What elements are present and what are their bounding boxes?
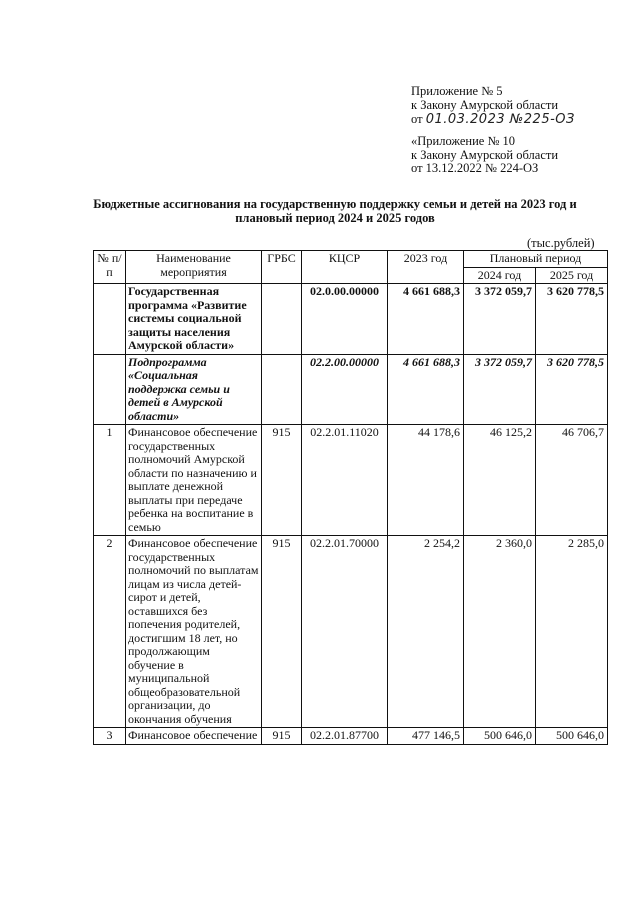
row-kcsr: 02.0.00.00000 (302, 284, 388, 355)
row-name: Финансовое обеспечение государственных полномочий Амурской области по назначению и выплате денежной выплаты при передаче ребенка на воспитание в семью (126, 425, 262, 536)
row-num: 1 (94, 425, 126, 536)
table-row (94, 536, 608, 728)
appendix-date-prefix: от (411, 112, 423, 126)
appendix-line-2: к Закону Амурской области (411, 98, 559, 112)
header-2024: 2024 год (464, 267, 536, 284)
appendix-line-3 (411, 112, 575, 127)
row-name: Финансовое обеспечение (126, 728, 262, 745)
row-kcsr: 02.2.01.11020 (302, 425, 388, 536)
row-2023: 4 661 688,3 (388, 354, 464, 425)
row-2023: 2 254,2 (388, 536, 464, 728)
header-planned-period: Плановый период (464, 251, 608, 268)
row-2024: 3 372 059,7 (464, 354, 536, 425)
previous-appendix-block (411, 135, 558, 176)
row-2023: 477 146,5 (388, 728, 464, 745)
row-num (94, 354, 126, 425)
row-name: Подпрограмма «Социальная поддержка семьи и детей в Амурской области» (126, 354, 262, 425)
title-line-2: плановый период 2024 и 2025 годов (235, 211, 435, 225)
row-grbs: 915 (262, 425, 302, 536)
row-2024: 2 360,0 (464, 536, 536, 728)
row-grbs: 915 (262, 536, 302, 728)
appendix-line-1: Приложение № 5 (411, 84, 503, 98)
handwritten-date-number: 01.03.2023 №225-ОЗ (425, 112, 575, 127)
row-kcsr: 02.2.01.70000 (302, 536, 388, 728)
table-row-program (94, 284, 608, 355)
header-name: Наименование мероприятия (126, 251, 262, 284)
row-num: 2 (94, 536, 126, 728)
document-title (80, 197, 590, 225)
header-2023: 2023 год (388, 251, 464, 284)
appendix-block (411, 84, 575, 127)
header-2025: 2025 год (536, 267, 608, 284)
header-num: № п/п (94, 251, 126, 284)
row-2024: 500 646,0 (464, 728, 536, 745)
units-label: (тыс.рублей) (527, 236, 595, 250)
header-grbs: ГРБС (262, 251, 302, 284)
row-2025: 46 706,7 (536, 425, 608, 536)
prev-appendix-line-1: «Приложение № 10 (411, 134, 516, 148)
row-2025: 2 285,0 (536, 536, 608, 728)
row-num (94, 284, 126, 355)
row-grbs (262, 354, 302, 425)
table-row-subprogram (94, 354, 608, 425)
row-2023: 44 178,6 (388, 425, 464, 536)
table-row (94, 425, 608, 536)
row-2024: 3 372 059,7 (464, 284, 536, 355)
row-2024: 46 125,2 (464, 425, 536, 536)
row-name: Финансовое обеспечение государственных полномочий по выплатам лицам из числа детей-сирот и детей, оставшихся без попечения родителей, достигшим 18 лет, но продолжающим обучение в муниципальной общеобразовательной организации, до окончания обучения (126, 536, 262, 728)
row-grbs (262, 284, 302, 355)
row-kcsr: 02.2.00.00000 (302, 354, 388, 425)
table-row (94, 728, 608, 745)
row-name: Государственная программа «Развитие системы социальной защиты населения Амурской области» (126, 284, 262, 355)
row-num: 3 (94, 728, 126, 745)
prev-appendix-line-3: от 13.12.2022 № 224-ОЗ (411, 161, 539, 175)
title-line-1: Бюджетные ассигнования на государственную поддержку семьи и детей на 2023 год и (93, 197, 577, 211)
row-2025: 3 620 778,5 (536, 284, 608, 355)
row-2025: 3 620 778,5 (536, 354, 608, 425)
prev-appendix-line-2: к Закону Амурской области (411, 147, 559, 162)
row-2025: 500 646,0 (536, 728, 608, 745)
table-header-row (94, 251, 608, 268)
row-grbs: 915 (262, 728, 302, 745)
header-kcsr: КЦСР (302, 251, 388, 284)
row-2023: 4 661 688,3 (388, 284, 464, 355)
budget-table (93, 250, 608, 745)
row-kcsr: 02.2.01.87700 (302, 728, 388, 745)
